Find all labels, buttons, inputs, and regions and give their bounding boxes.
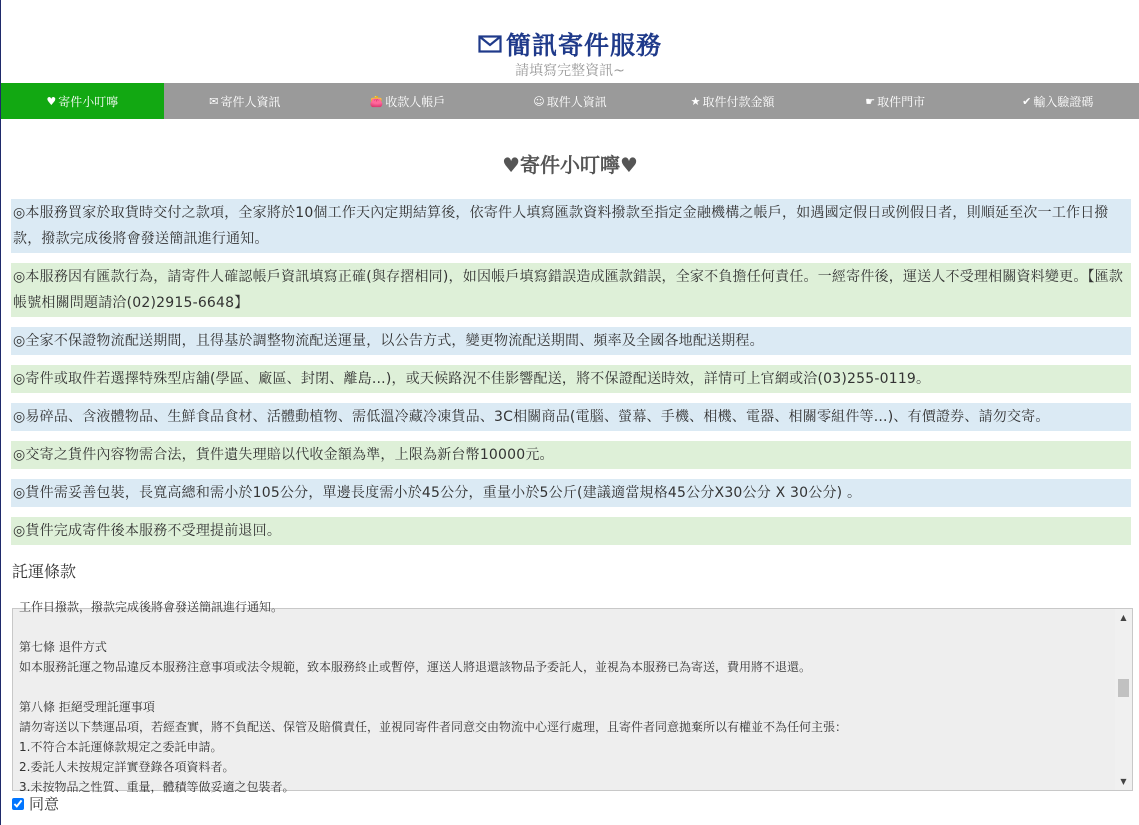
scroll-up-arrow-icon[interactable]: ▲ [1120,613,1127,622]
page-subtitle: 請填寫完整資訊~ [515,63,625,79]
checkmark-icon: ✔ [1022,94,1032,108]
pointing-hand-icon: ☛ [865,94,876,108]
tab-label: 取件門市 [877,94,926,109]
heart-icon: ♥ [46,94,57,108]
notice-item: ◎交寄之貨件內容物需合法，貨件遺失理賠以代收金額為準，上限為新台幣10000元。 [11,441,1131,469]
terms-textarea[interactable] [12,600,1133,794]
tab-payee-account[interactable] [326,83,489,119]
agree-label: 同意 [29,795,60,813]
title-text: 簡訊寄件服務 [505,31,662,60]
tab-label: 取件付款金額 [702,94,775,109]
scroll-down-arrow-icon[interactable]: ▼ [1120,777,1127,786]
terms-label: 託運條款 [12,562,77,581]
tab-pickup-store[interactable] [814,83,977,119]
tab-verification-code[interactable] [976,83,1139,119]
agree-checkbox-row[interactable] [12,793,59,814]
notice-item: ◎本服務買家於取貨時交付之款項，全家將於10個工作天內定期結算後，依寄件人填寫匯款資料撥款至指定金融機構之帳戶，如遇國定假日或例假日者，則順延至次一工作日撥款，撥款完成後將會發送簡訊進行通知。 [11,199,1131,253]
notice-item: ◎寄件或取件若選擇特殊型店舖(學區、廠區、封閉、離島...)，或天候路況不佳影響配送，將不保證配送時效，詳情可上官網或洽(03)255-0119。 [11,365,1131,393]
notice-item: ◎本服務因有匯款行為，請寄件人確認帳戶資訊填寫正確(與存摺相同)，如因帳戶填寫錯誤造成匯款錯誤，全家不負擔任何責任。一經寄件後，運送人不受理相關資料變更。【匯款帳號相關問題請洽(02)2915-6648】 [11,263,1131,317]
envelope-icon [478,35,502,53]
purse-icon: 👛 [369,94,384,108]
tab-label: 寄件人資訊 [220,94,281,109]
terms-text: 工作日撥款，撥款完成後將會發送簡訊進行通知。 第七條 退件方式 如本服務託運之物品違反本服務注意事項或法令規範，致本服務終止或暫停，運送人將退還該物品予委託人，並視為本服務已為寄送，費用將不退還。 第八條 拒絕受理託運事項 請勿寄送以下禁運品項，若經查實，將不負配送、保管及賠償責任，並視同寄件者同意交由物流中心逕行處理，且寄件者同意拋棄所以有權並不為任何主張： 1.不符合本託運條款規定之委託申請。 2.委託人未按規定詳實登錄各項資料者。 3.未按物品之性質、重量，體積等做妥適之包裝者。 [19,600,848,794]
star-icon: ★ [690,94,701,108]
page-header [1,0,1139,83]
tab-sending-tips[interactable] [1,83,164,119]
tab-label: 取件人資訊 [546,94,607,109]
smiley-icon: ☺ [533,94,545,108]
tab-recipient-info[interactable] [489,83,652,119]
envelope-icon: ✉ [209,94,219,108]
section-title: ♥寄件小叮嚀♥ [502,153,638,177]
terms-scrollbar[interactable] [1115,609,1132,790]
tab-label: 輸入驗證碼 [1033,94,1094,109]
notice-item: ◎貨件完成寄件後本服務不受理提前退回。 [11,517,1131,545]
agree-checkbox[interactable] [12,798,24,810]
tab-sender-info[interactable] [164,83,327,119]
notice-item: ◎全家不保證物流配送期間，且得基於調整物流配送運量，以公告方式，變更物流配送期間、頻率及全國各地配送期程。 [11,327,1131,355]
notice-item: ◎易碎品、含液體物品、生鮮食品食材、活體動植物、需低溫冷藏冷凍貨品、3C相關商品(電腦、螢幕、手機、相機、電器、相關零組件等...)、有價證券、請勿交寄。 [11,403,1131,431]
tab-label: 寄件小叮嚀 [58,94,119,109]
step-nav [1,83,1139,119]
tab-label: 收款人帳戶 [385,94,446,109]
tab-payment-amount[interactable] [651,83,814,119]
notice-list [1,199,1139,545]
notice-item: ◎貨件需妥善包裝，長寬高總和需小於105公分，單邊長度需小於45公分，重量小於5公斤(建議適當規格45公分X30公分 X 30公分) 。 [11,479,1131,507]
page-title [478,26,662,62]
scroll-thumb[interactable] [1118,679,1129,697]
